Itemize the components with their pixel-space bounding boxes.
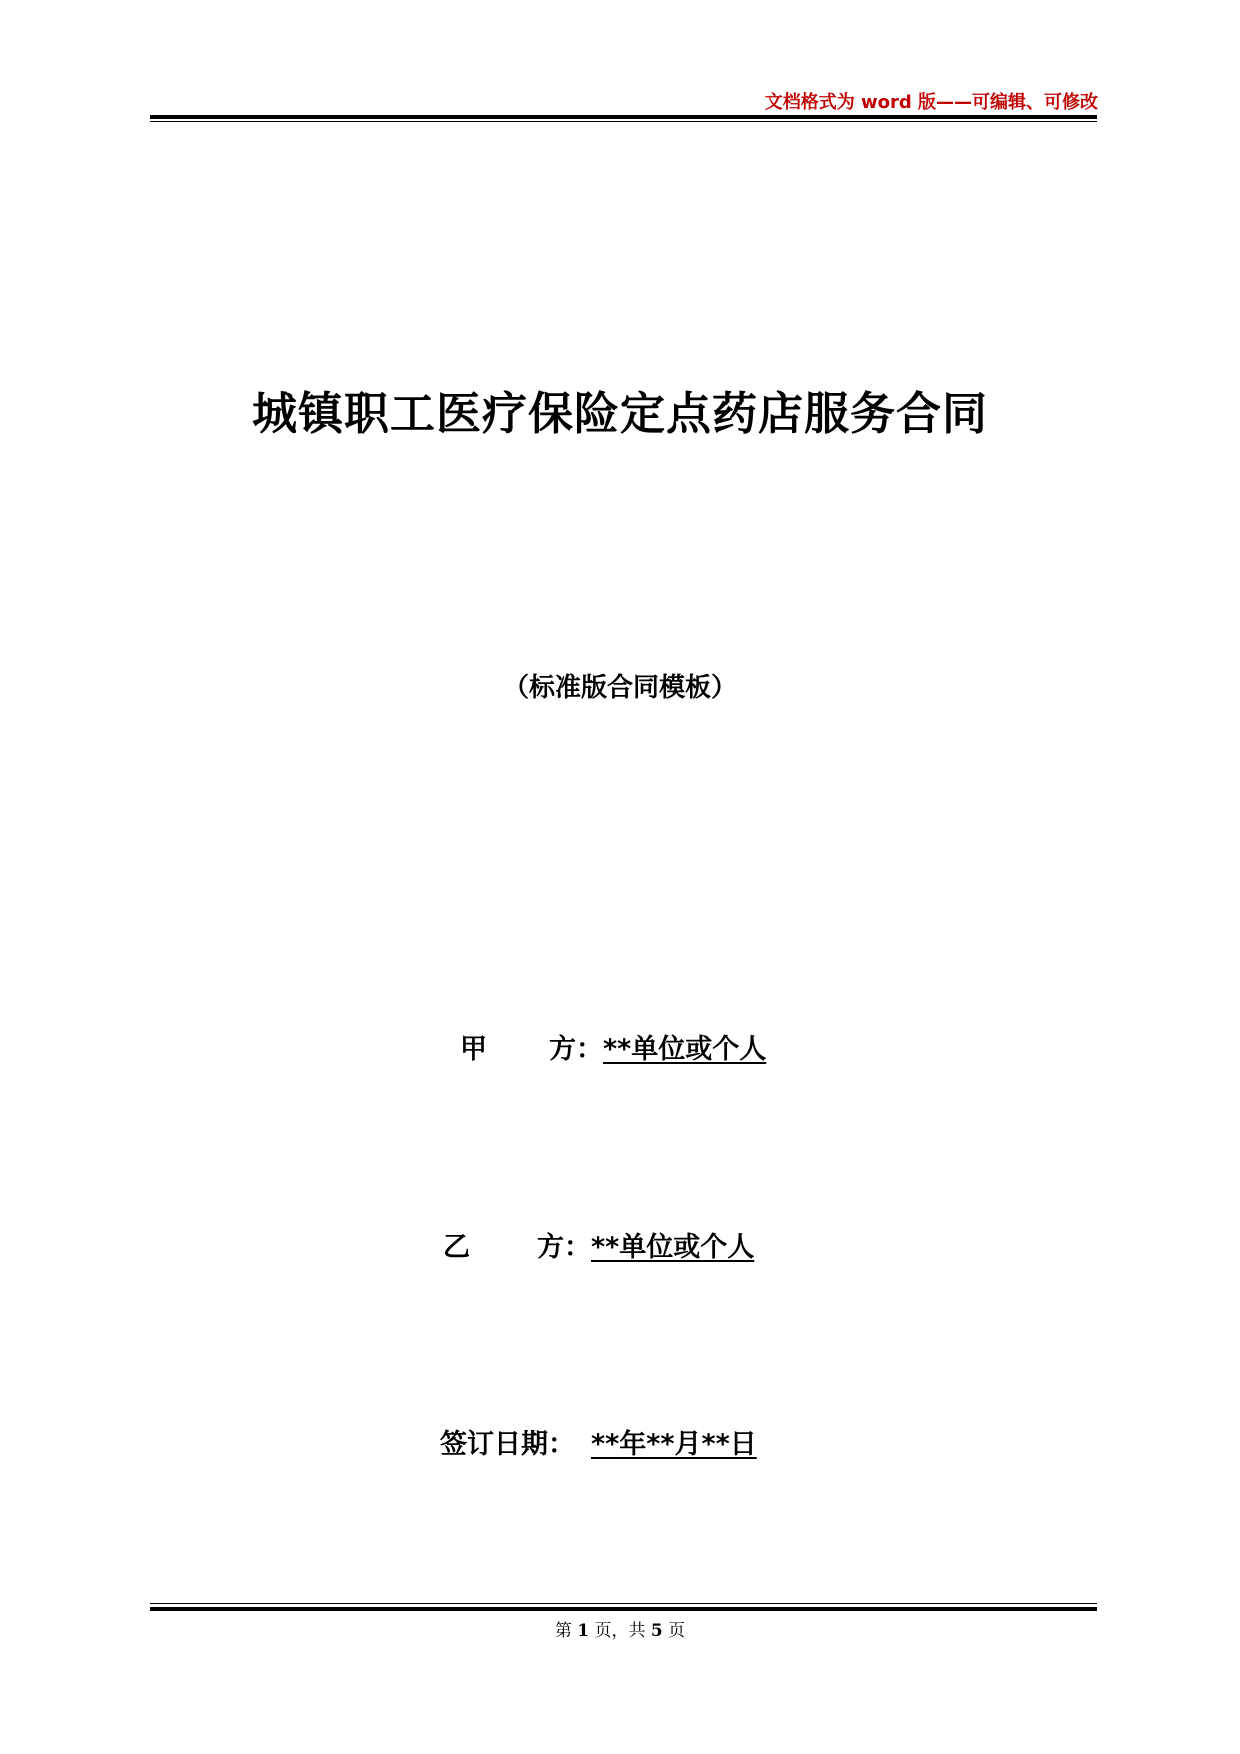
sign-date-value: **年**月**日 [591,1429,757,1460]
party-a-label-first: 甲 [460,1034,487,1065]
header-note: 文档格式为 word 版——可编辑、可修改 [764,92,1098,113]
header-rule-thin [150,121,1097,122]
party-b-label-second: 方： [537,1232,591,1263]
sign-date-line [440,1422,757,1461]
document-title: 城镇职工医疗保险定点药店服务合同 [251,387,988,440]
footer-rule-thin [150,1603,1097,1604]
party-a-value: **单位或个人 [603,1034,767,1065]
party-a-label-second: 方： [549,1034,603,1065]
footer-suffix: 页 [668,1621,686,1641]
page-number-footer [0,1616,1240,1641]
header-rule-thick [150,115,1097,119]
sign-date-label: 签订日期： [440,1429,575,1460]
footer-rule-thick [150,1607,1097,1611]
document-subtitle: （标准版合同模板） [502,673,737,703]
footer-total-pages: 5 [650,1621,663,1641]
footer-current-page: 1 [577,1621,590,1641]
footer-middle: 页，共 [594,1621,646,1641]
footer-prefix: 第 [554,1621,572,1641]
party-b-value: **单位或个人 [591,1232,755,1263]
party-a-line [460,1027,766,1066]
party-b-label-first: 乙 [443,1232,470,1263]
party-b-line [443,1225,770,1264]
